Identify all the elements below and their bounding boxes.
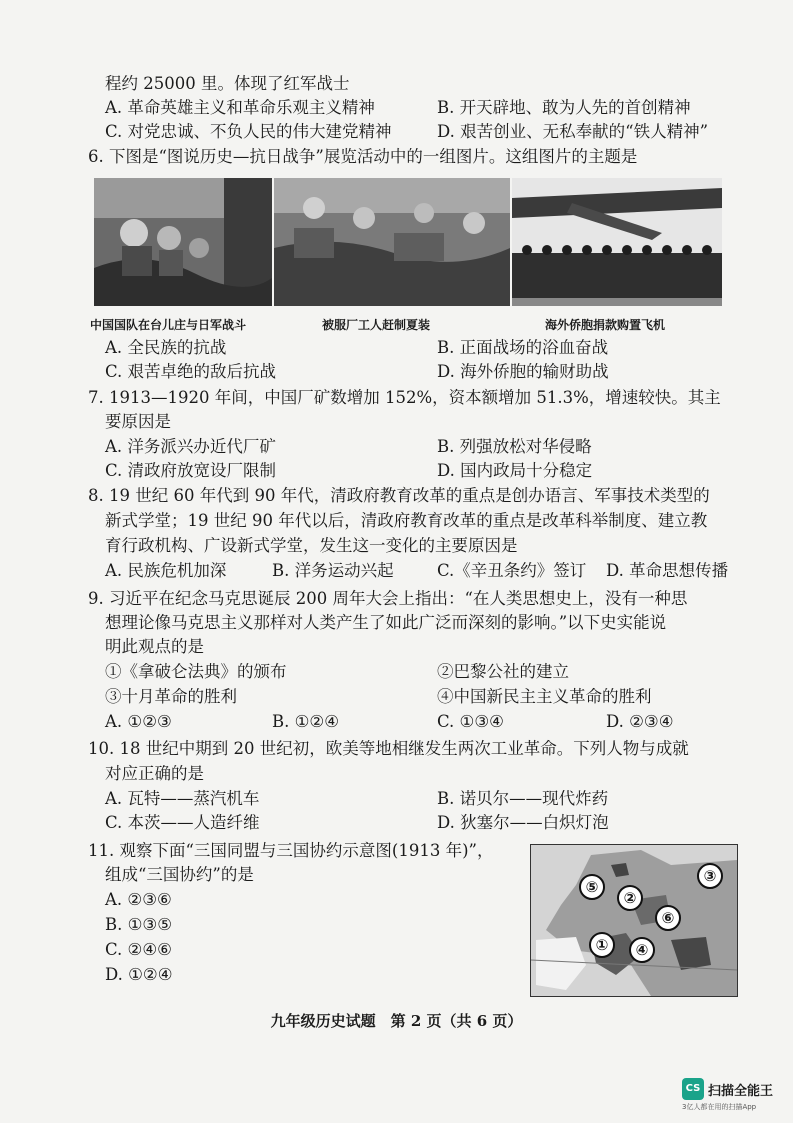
q10-option-c: C. 本茨——人造纤维 [105,813,260,832]
page-footer: 九年级历史试题 第 2 页（共 6 页） [270,1012,523,1030]
q11-option-c: C. ②④⑥ [105,940,172,959]
q10-option-d: D. 狄塞尔——白炽灯泡 [437,813,609,832]
q7-option-b: B. 列强放松对华侵略 [437,437,592,456]
map-marker-5: ⑤ [579,874,605,900]
map-marker-4: ④ [629,937,655,963]
q8-option-d: D. 革命思想传播 [606,561,729,580]
q9-option-b: B. ①②④ [272,712,339,731]
q10-option-a: A. 瓦特——蒸汽机车 [105,789,260,808]
q11-stem-line2: 组成“三国协约”的是 [105,865,254,884]
q11-option-a: A. ②③⑥ [105,890,172,909]
q8-stem-line1: 8. 19 世纪 60 年代到 90 年代，清政府教育改革的重点是创办语言、军事技术类型的 [88,486,710,505]
q7-option-c: C. 清政府放宽设厂限制 [105,461,277,480]
q8-option-b: B. 洋务运动兴起 [272,561,394,580]
scanner-watermark [682,1078,773,1100]
scanner-name: 扫描全能王 [708,1083,774,1099]
q9-item-2: ②巴黎公社的建立 [437,662,569,681]
q5-option-c: C. 对党忠诚、不负人民的伟大建党精神 [105,122,392,141]
camscanner-logo-icon: CS [682,1078,704,1100]
q7-option-d: D. 国内政局十分稳定 [437,461,593,480]
q11-stem-line1: 11. 观察下面“三国同盟与三国协约示意图(1913 年)”， [88,841,494,860]
q9-option-a: A. ①②③ [105,712,172,731]
q9-option-c: C. ①③④ [437,712,504,731]
q8-option-c: C.《辛丑条约》签订 [437,561,587,580]
q7-option-a: A. 洋务派兴办近代厂矿 [105,437,276,456]
q6-option-a: A. 全民族的抗战 [105,338,227,357]
q8-option-a: A. 民族危机加深 [105,561,227,580]
q6-option-c: C. 艰苦卓绝的敌后抗战 [105,362,277,381]
photo-overseas-aircraft [512,178,722,306]
q9-option-d: D. ②③④ [606,712,674,731]
q9-item-4: ④中国新民主主义革命的胜利 [437,687,652,706]
photo-uniform-factory [274,178,510,306]
map-marker-1: ① [589,932,615,958]
q9-item-3: ③十月革命的胜利 [105,687,237,706]
q5-stem-cont: 程约 25000 里。体现了红军战士 [105,74,350,93]
q9-item-1: ①《拿破仑法典》的颁布 [105,662,287,681]
map-marker-3: ③ [697,863,723,889]
q11-option-b: B. ①③⑤ [105,915,172,934]
q8-stem-line2: 新式学堂；19 世纪 90 年代以后，清政府教育改革的重点是改革科举制度、建立教 [105,511,708,530]
photo-taierzhuang [94,178,272,306]
q5-option-a: A. 革命英雄主义和革命乐观主义精神 [105,98,375,117]
q9-stem-line1: 9. 习近平在纪念马克思诞辰 200 周年大会上指出：“在人类思想史上，没有一种思 [88,589,688,608]
q10-option-b: B. 诺贝尔——现代炸药 [437,789,609,808]
q6-option-d: D. 海外侨胞的输财助战 [437,362,609,381]
q9-stem-line3: 明此观点的是 [105,637,204,656]
q6-option-b: B. 正面战场的浴血奋战 [437,338,609,357]
q5-option-b: B. 开天辟地、敢为人先的首创精神 [437,98,691,117]
q5-option-d: D. 艰苦创业、无私奉献的“铁人精神” [437,122,709,141]
q10-stem-line2: 对应正确的是 [105,764,204,783]
q11-option-d: D. ①②④ [105,965,173,984]
photo-caption-2: 被服厂工人赶制夏装 [322,318,431,332]
europe-alliance-map [530,844,738,997]
scanner-tagline: 3亿人都在用的扫描App [682,1103,757,1111]
q7-stem-line1: 7. 1913—1920 年间，中国厂矿数增加 152%，资本额增加 51.3%，增速较快。其主 [88,388,721,407]
photo-caption-3: 海外侨胞捐款购置飞机 [545,318,666,332]
q6-stem: 6. 下图是“图说历史—抗日战争”展览活动中的一组图片。这组图片的主题是 [88,147,638,166]
q7-stem-line2: 要原因是 [105,412,171,431]
q9-stem-line2: 想理论像马克思主义那样对人类产生了如此广泛而深刻的影响。”以下史实能说 [105,613,667,632]
map-marker-6: ⑥ [655,905,681,931]
q8-stem-line3: 育行政机构、广设新式学堂，发生这一变化的主要原因是 [105,536,518,555]
map-marker-2: ② [617,885,643,911]
q10-stem-line1: 10. 18 世纪中期到 20 世纪初，欧美等地相继发生两次工业革命。下列人物与成就 [88,739,689,758]
photo-caption-1: 中国国队在台儿庄与日军战斗 [90,318,247,332]
